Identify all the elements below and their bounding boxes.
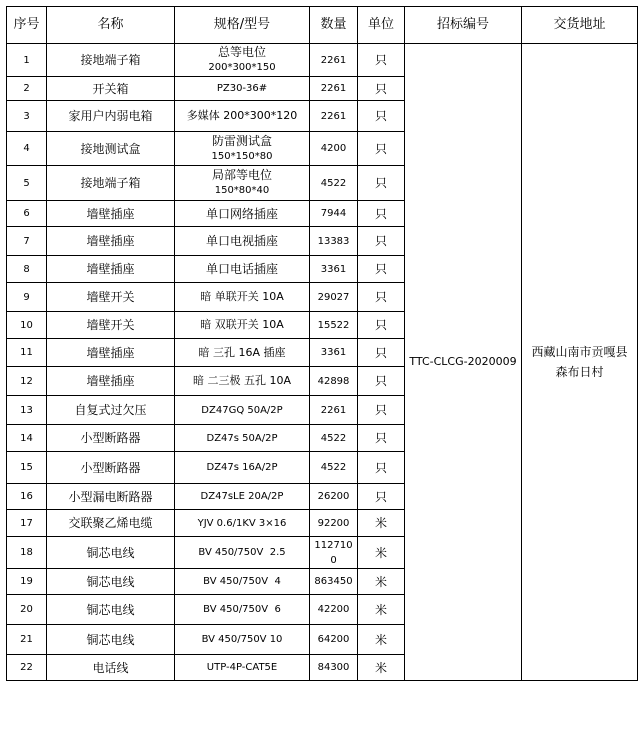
cell-unit: 只 xyxy=(358,484,405,510)
cell-unit: 只 xyxy=(358,256,405,283)
cell-spec: 单口网络插座 xyxy=(175,201,310,227)
cell-spec: 暗 三孔 16A 插座 xyxy=(175,339,310,367)
cell-spec xyxy=(175,132,310,166)
cell-index: 1 xyxy=(7,44,47,77)
header-spec: 规格/型号 xyxy=(175,7,310,44)
cell-name: 接地测试盒 xyxy=(47,132,175,166)
cell-index: 5 xyxy=(7,166,47,201)
cell-index: 20 xyxy=(7,595,47,625)
cell-name: 电话线 xyxy=(47,655,175,681)
cell-qty: 2261 xyxy=(310,396,358,425)
header-index: 序号 xyxy=(7,7,47,44)
cell-unit: 只 xyxy=(358,452,405,484)
cell-name: 自复式过欠压 xyxy=(47,396,175,425)
cell-qty: 84300 xyxy=(310,655,358,681)
cell-qty: 4522 xyxy=(310,452,358,484)
cell-qty: 863450 xyxy=(310,569,358,595)
cell-spec xyxy=(175,44,310,77)
cell-spec: PZ30-36# xyxy=(175,77,310,101)
cell-qty: 2261 xyxy=(310,101,358,132)
cell-spec xyxy=(175,166,310,201)
header-row xyxy=(7,7,638,44)
cell-unit: 只 xyxy=(358,425,405,452)
qty-line: 0 xyxy=(330,554,337,566)
cell-unit: 只 xyxy=(358,101,405,132)
cell-spec: 多媒体 200*300*120 xyxy=(175,101,310,132)
cell-name: 小型断路器 xyxy=(47,425,175,452)
cell-name: 小型漏电断路器 xyxy=(47,484,175,510)
cell-spec: 暗 双联开关 10A xyxy=(175,312,310,339)
cell-index: 19 xyxy=(7,569,47,595)
cell-qty: 4522 xyxy=(310,166,358,201)
cell-name: 铜芯电线 xyxy=(47,569,175,595)
cell-name: 铜芯电线 xyxy=(47,537,175,569)
cell-unit: 只 xyxy=(358,227,405,256)
table-row xyxy=(7,44,638,77)
cell-name: 小型断路器 xyxy=(47,452,175,484)
cell-unit: 米 xyxy=(358,510,405,537)
cell-qty: 29027 xyxy=(310,283,358,312)
cell-unit: 只 xyxy=(358,339,405,367)
cell-qty: 7944 xyxy=(310,201,358,227)
spec-line: 150*150*80 xyxy=(211,150,273,162)
cell-index: 10 xyxy=(7,312,47,339)
header-qty: 数量 xyxy=(310,7,358,44)
cell-name: 墙壁插座 xyxy=(47,256,175,283)
cell-unit: 米 xyxy=(358,595,405,625)
cell-spec: 暗 单联开关 10A xyxy=(175,283,310,312)
cell-index: 22 xyxy=(7,655,47,681)
cell-name: 接地端子箱 xyxy=(47,166,175,201)
cell-name: 墙壁开关 xyxy=(47,312,175,339)
bid-number: TTC-CLCG-2020009 xyxy=(405,44,522,681)
cell-qty: 64200 xyxy=(310,625,358,655)
cell-unit: 只 xyxy=(358,77,405,101)
cell-qty: 15522 xyxy=(310,312,358,339)
cell-unit: 只 xyxy=(358,132,405,166)
cell-index: 8 xyxy=(7,256,47,283)
cell-unit: 米 xyxy=(358,625,405,655)
cell-spec: YJV 0.6/1KV 3×16 xyxy=(175,510,310,537)
cell-qty: 92200 xyxy=(310,510,358,537)
spec-line: 总等电位 xyxy=(217,45,266,59)
cell-qty: 2261 xyxy=(310,44,358,77)
cell-name: 墙壁插座 xyxy=(47,201,175,227)
cell-name: 交联聚乙烯电缆 xyxy=(47,510,175,537)
cell-qty: 42200 xyxy=(310,595,358,625)
cell-name: 铜芯电线 xyxy=(47,625,175,655)
cell-unit: 只 xyxy=(358,396,405,425)
spec-line: 200*300*150 xyxy=(208,62,276,73)
cell-name: 墙壁插座 xyxy=(47,367,175,396)
cell-index: 3 xyxy=(7,101,47,132)
spec-line: 防雷测试盒 xyxy=(211,133,272,148)
cell-spec: DZ47sLE 20A/2P xyxy=(175,484,310,510)
cell-spec: 单口电视插座 xyxy=(175,227,310,256)
cell-index: 9 xyxy=(7,283,47,312)
cell-unit: 只 xyxy=(358,166,405,201)
cell-qty: 4200 xyxy=(310,132,358,166)
cell-index: 15 xyxy=(7,452,47,484)
cell-unit: 只 xyxy=(358,44,405,77)
spec-line: 150*80*40 xyxy=(214,185,270,196)
cell-spec: 暗 二三极 五孔 10A xyxy=(175,367,310,396)
cell-qty: 3361 xyxy=(310,256,358,283)
cell-spec: DZ47s 16A/2P xyxy=(175,452,310,484)
procurement-table xyxy=(6,6,638,681)
cell-index: 21 xyxy=(7,625,47,655)
cell-unit: 米 xyxy=(358,537,405,569)
cell-spec: BV 450/750V 4 xyxy=(175,569,310,595)
cell-index: 18 xyxy=(7,537,47,569)
cell-spec: DZ47s 50A/2P xyxy=(175,425,310,452)
cell-index: 16 xyxy=(7,484,47,510)
cell-spec: UTP-4P-CAT5E xyxy=(175,655,310,681)
header-address: 交货地址 xyxy=(522,7,638,44)
cell-unit: 米 xyxy=(358,655,405,681)
cell-index: 12 xyxy=(7,367,47,396)
cell-name: 家用户内弱电箱 xyxy=(47,101,175,132)
cell-name: 墙壁开关 xyxy=(47,283,175,312)
cell-spec: BV 450/750V 2.5 xyxy=(175,537,310,569)
cell-index: 2 xyxy=(7,77,47,101)
spec-line: 局部等电位 xyxy=(211,168,272,182)
delivery-address: 西藏山南市贡嘎县森布日村 xyxy=(522,44,638,681)
cell-index: 11 xyxy=(7,339,47,367)
cell-qty: 13383 xyxy=(310,227,358,256)
cell-name: 墙壁插座 xyxy=(47,227,175,256)
cell-spec: BV 450/750V 6 xyxy=(175,595,310,625)
cell-index: 14 xyxy=(7,425,47,452)
cell-name: 铜芯电线 xyxy=(47,595,175,625)
cell-index: 13 xyxy=(7,396,47,425)
cell-qty: 4522 xyxy=(310,425,358,452)
cell-qty: 3361 xyxy=(310,339,358,367)
cell-qty: 2261 xyxy=(310,77,358,101)
cell-name: 开关箱 xyxy=(47,77,175,101)
cell-qty xyxy=(310,537,358,569)
header-bid-no: 招标编号 xyxy=(405,7,522,44)
cell-unit: 米 xyxy=(358,569,405,595)
header-unit: 单位 xyxy=(358,7,405,44)
cell-index: 6 xyxy=(7,201,47,227)
cell-name: 墙壁插座 xyxy=(47,339,175,367)
cell-index: 17 xyxy=(7,510,47,537)
cell-unit: 只 xyxy=(358,283,405,312)
cell-unit: 只 xyxy=(358,312,405,339)
cell-qty: 26200 xyxy=(310,484,358,510)
header-name: 名称 xyxy=(47,7,175,44)
cell-spec: BV 450/750V 10 xyxy=(175,625,310,655)
cell-unit: 只 xyxy=(358,201,405,227)
cell-name: 接地端子箱 xyxy=(47,44,175,77)
cell-qty: 42898 xyxy=(310,367,358,396)
qty-line: 112710 xyxy=(314,539,353,551)
cell-index: 4 xyxy=(7,132,47,166)
cell-spec: 单口电话插座 xyxy=(175,256,310,283)
cell-spec: DZ47GQ 50A/2P xyxy=(175,396,310,425)
cell-unit: 只 xyxy=(358,367,405,396)
cell-index: 7 xyxy=(7,227,47,256)
